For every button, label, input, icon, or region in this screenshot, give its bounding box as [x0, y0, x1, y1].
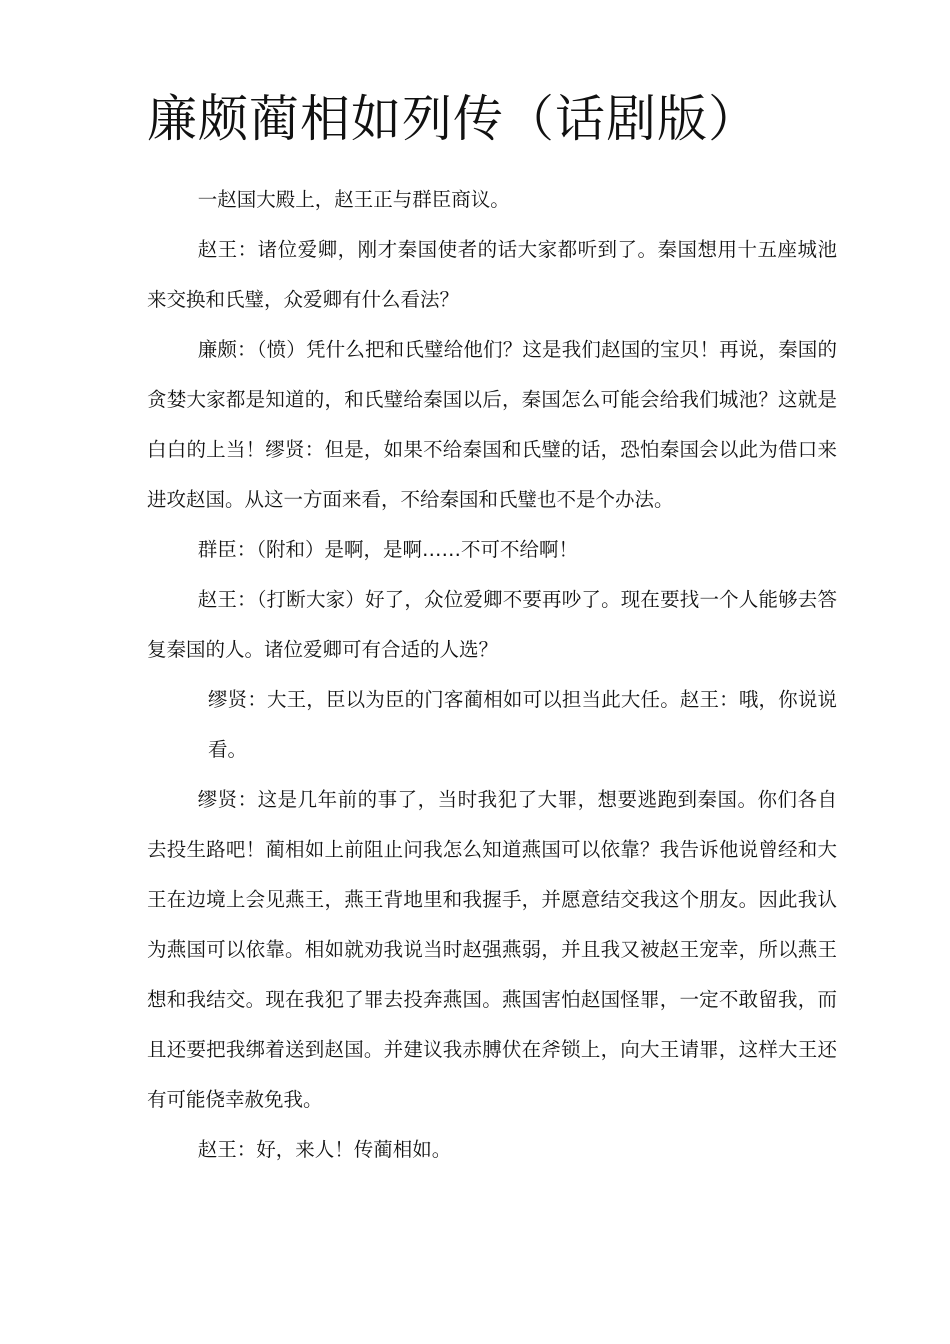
paragraph-zhao-wang-1: 赵王：诸位爱卿，刚才秦国使者的话大家都听到了。秦国想用十五座城池来交换和氏璧，众爱卿有什么看法？: [147, 238, 837, 311]
paragraph-scene-intro: 一赵国大殿上，赵王正与群臣商议。: [197, 188, 510, 211]
paragraph-miao-xian-2: 缪贤：这是几年前的事了，当时我犯了大罪，想要逃跑到秦国。你们各自去投生路吧！蔺相如上前阻止问我怎么知道燕国可以依靠？我告诉他说曾经和大王在边境上会见燕王，燕王背地里和我握手，并愿意结交我这个朋友。因此我认为燕国可以依靠。相如就劝我说当时赵强燕弱，并且我又被赵王宠幸，所以燕王想和我结交。现在我犯了罪去投奔燕国。燕国害怕赵国怪罪，一定不敢留我，而且还要把我绑着送到赵国。并建议我赤膊伏在斧锁上，向大王请罪，这样大王还有可能侥幸赦免我。: [147, 788, 837, 1111]
paragraph-zhao-wang-2: 赵王：（打断大家）好了，众位爱卿不要再吵了。现在要找一个人能够去答复秦国的人。诸位爱卿可有合适的人选？: [147, 588, 837, 661]
paragraph-lian-po: 廉颇：（愤）凭什么把和氏璧给他们？这是我们赵国的宝贝！再说，秦国的贪婪大家都是知道的，和氏璧给秦国以后，秦国怎么可能会给我们城池？这就是白白的上当！缪贤：但是，如果不给秦国和氏璧的话，恐怕秦国会以此为借口来进攻赵国。从这一方面来看，不给秦国和氏璧也不是个办法。: [147, 338, 837, 511]
paragraph-zhao-wang-3: 赵王：好，来人！传蔺相如。: [197, 1138, 452, 1161]
paragraph-miao-xian-1: 缪贤：大王，臣以为臣的门客蔺相如可以担当此大任。赵王：哦，你说说看。: [208, 688, 837, 761]
document-title: 廉颇蔺相如列传（话剧版）: [147, 90, 759, 148]
document-body: [147, 175, 837, 1175]
paragraph-ministers: 群臣：（附和）是啊，是啊……不可不给啊！: [197, 538, 578, 561]
